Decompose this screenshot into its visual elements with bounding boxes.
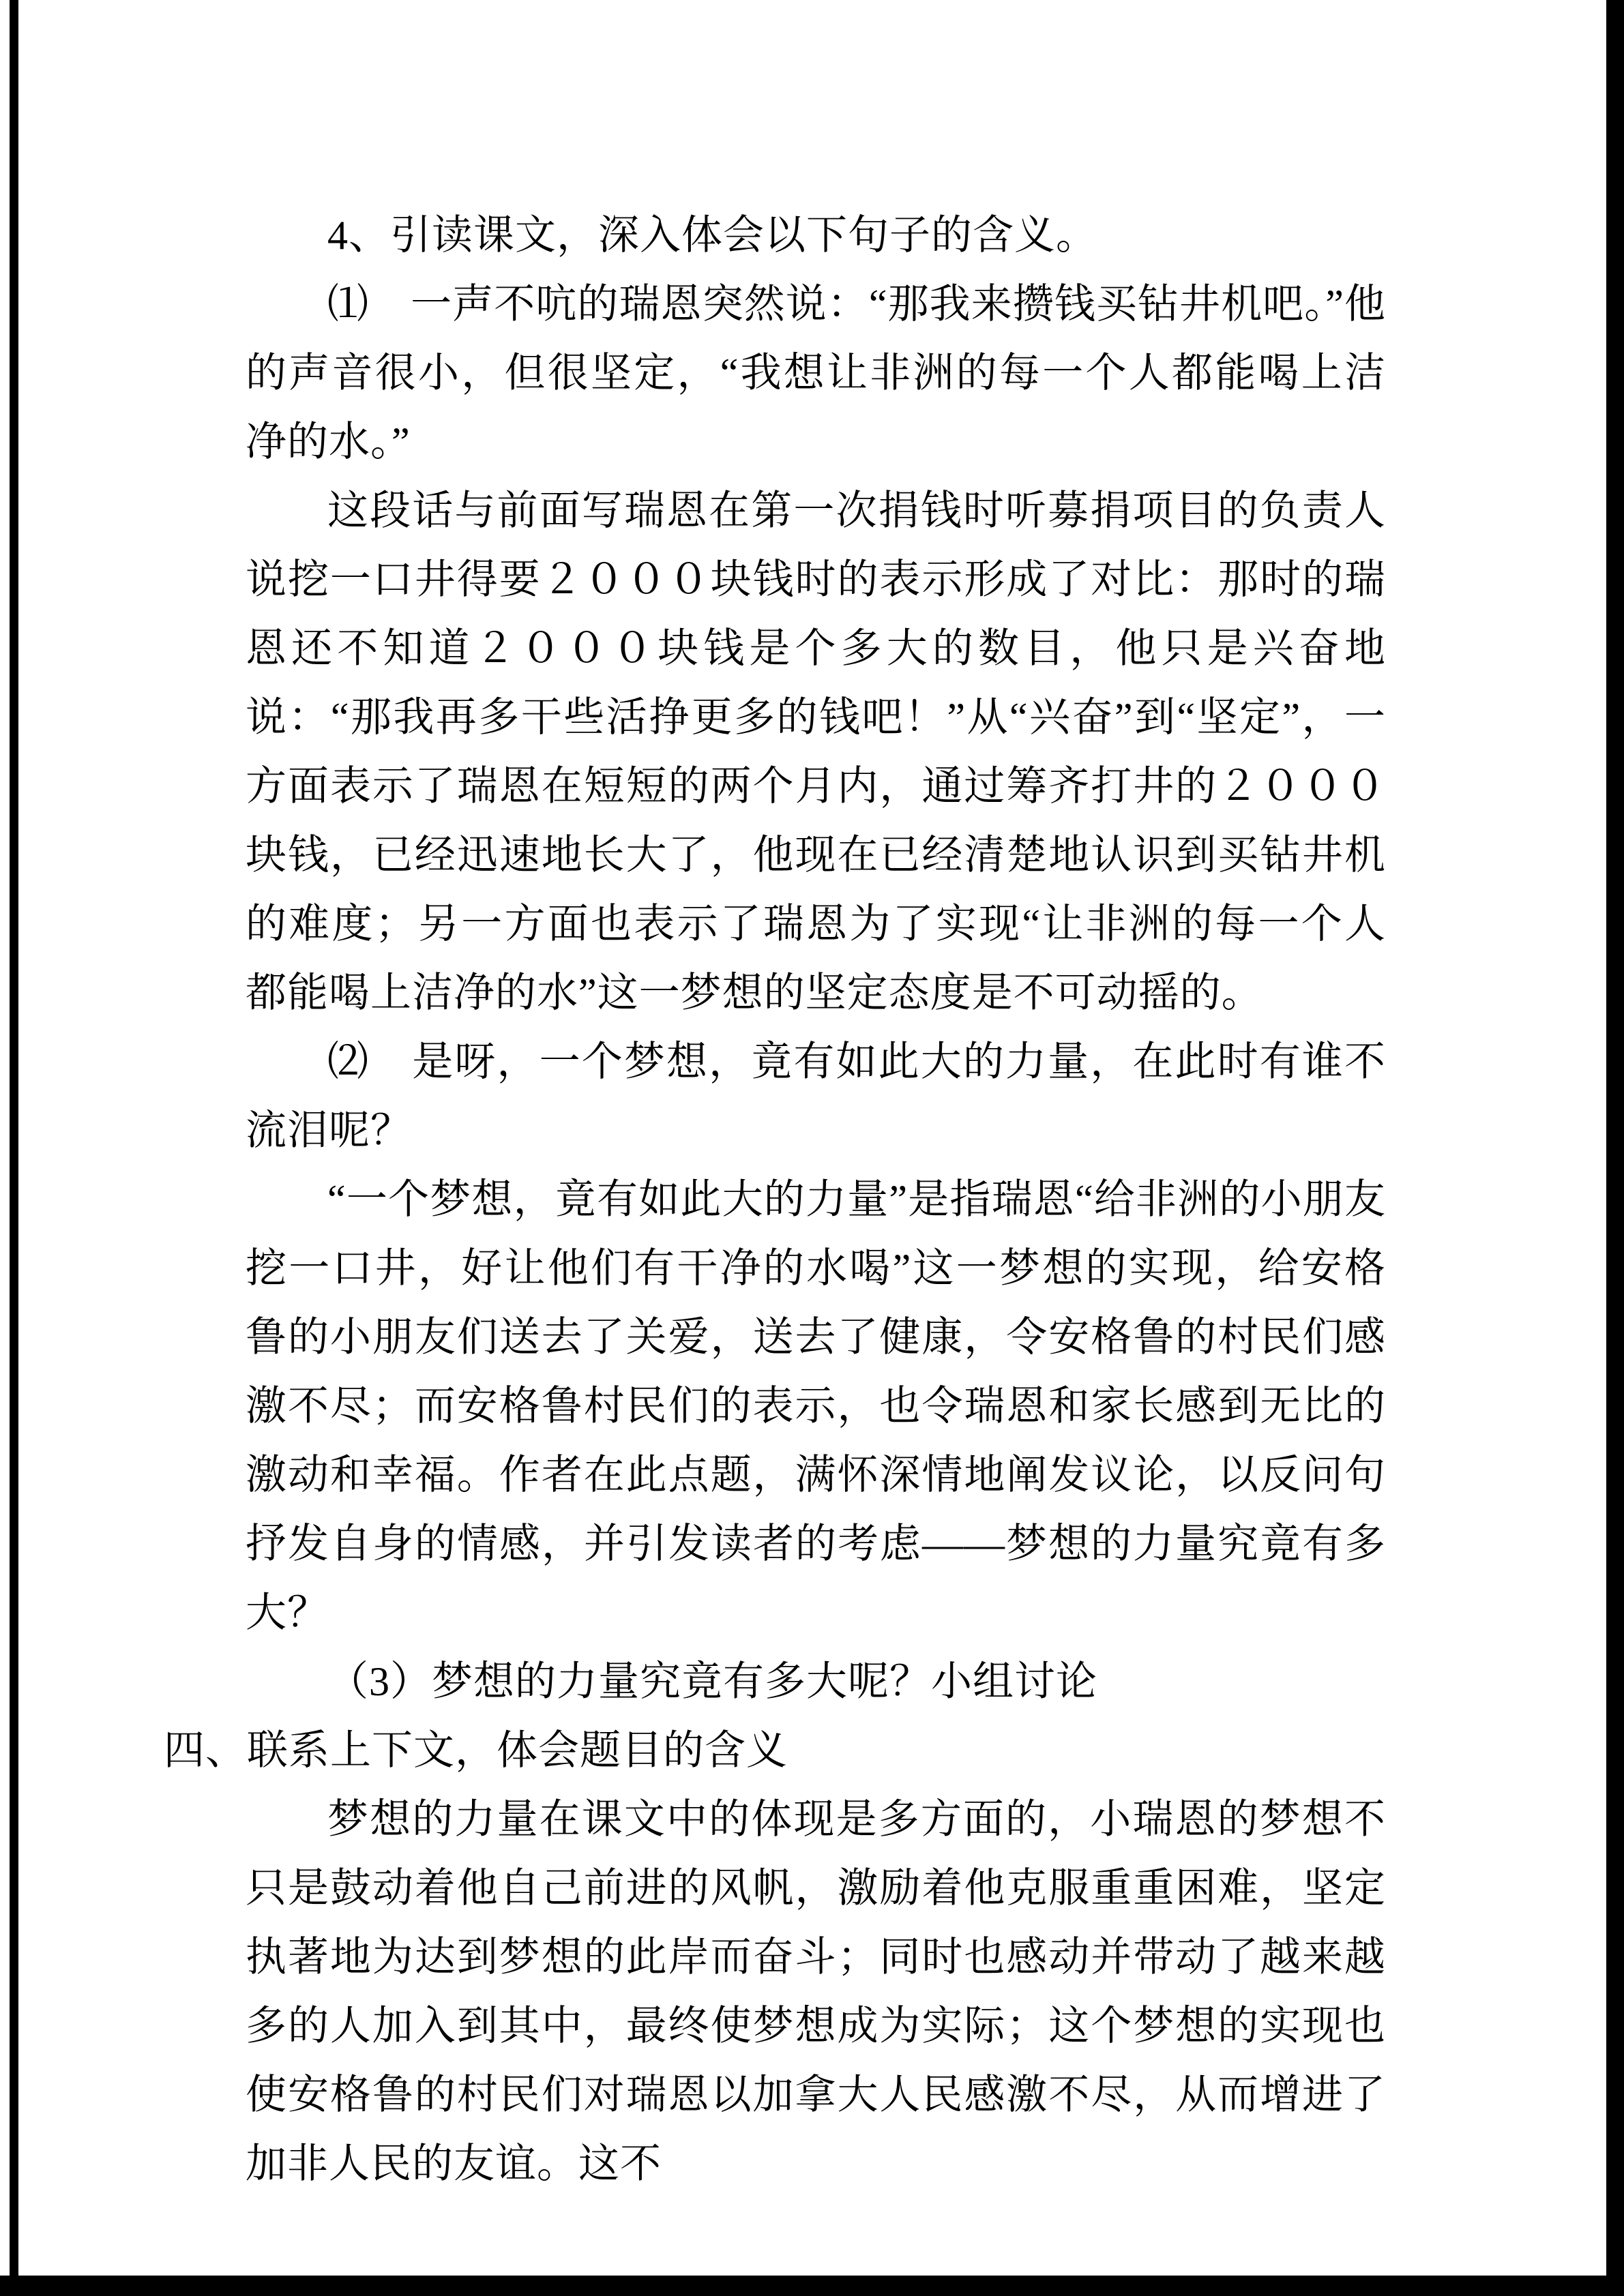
paragraph-question-heading: 4、引读课文，深入体会以下句子的含义。 — [327, 213, 1097, 258]
paragraph-sentence-1: ⑴ 一声不吭的瑞恩突然说：“那我来攒钱买钻井机吧。”他的声音很小，但很坚定，“我想让非洲的每一个人都能喝上洁净的水。” — [246, 282, 1386, 464]
scan-edge-bottom — [0, 2276, 1624, 2296]
scan-edge-right — [1606, 0, 1624, 2296]
paragraph-analysis-2: “一个梦想，竟有如此大的力量”是指瑞恩“给非洲的小朋友挖一口井，好让他们有干净的水喝”这一梦想的实现，给安格鲁的小朋友们送去了关爱，送去了健康，令安格鲁的村民们感激不尽；而安格鲁村民们的表示，也令瑞恩和家长感到无比的激动和幸福。作者在此点题，满怀深情地阐发议论，以反问句抒发自身的情感，并引发读者的考虑——梦想的力量究竟有多大？ — [246, 1177, 1386, 1635]
document-text-block — [164, 201, 1386, 2198]
scan-edge-left — [10, 0, 18, 2296]
paragraph-discussion-prompt: （3）梦想的力量究竟有多大呢？小组讨论 — [327, 1659, 1097, 1704]
paragraph-sentence-2: ⑵ 是呀，一个梦想，竟有如此大的力量，在此时有谁不流泪呢？ — [246, 1039, 1386, 1153]
paragraph-analysis-1: 这段话与前面写瑞恩在第一次捐钱时听募捐项目的负责人说挖一口井得要２０００块钱时的表示形成了对比：那时的瑞恩还不知道２０００块钱是个多大的数目，他只是兴奋地说：“那我再多干些活挣更多的钱吧！”从“兴奋”到“坚定”，一方面表示了瑞恩在短短的两个月内，通过筹齐打井的２０００块钱，已经迅速地长大了，他现在已经清楚地认识到买钻井机的难度；另一方面也表示了瑞恩为了实现“让非洲的每一个人都能喝上洁净的水”这一梦想的坚定态度是不可动摇的。 — [246, 488, 1386, 1015]
paragraph-section-heading: 四、联系上下文，体会题目的含义 — [164, 1728, 788, 1773]
paragraph-title-meaning: 梦想的力量在课文中的体现是多方面的，小瑞恩的梦想不只是鼓动着他自己前进的风帆，激励着他克服重重困难，坚定执著地为达到梦想的此岸而奋斗；同时也感动并带动了越来越多的人加入到其中，最终使梦想成为实际；这个梦想的实现也使安格鲁的村民们对瑞恩以加拿大人民感激不尽，从而增进了加非人民的友谊。这不 — [246, 1797, 1386, 2186]
